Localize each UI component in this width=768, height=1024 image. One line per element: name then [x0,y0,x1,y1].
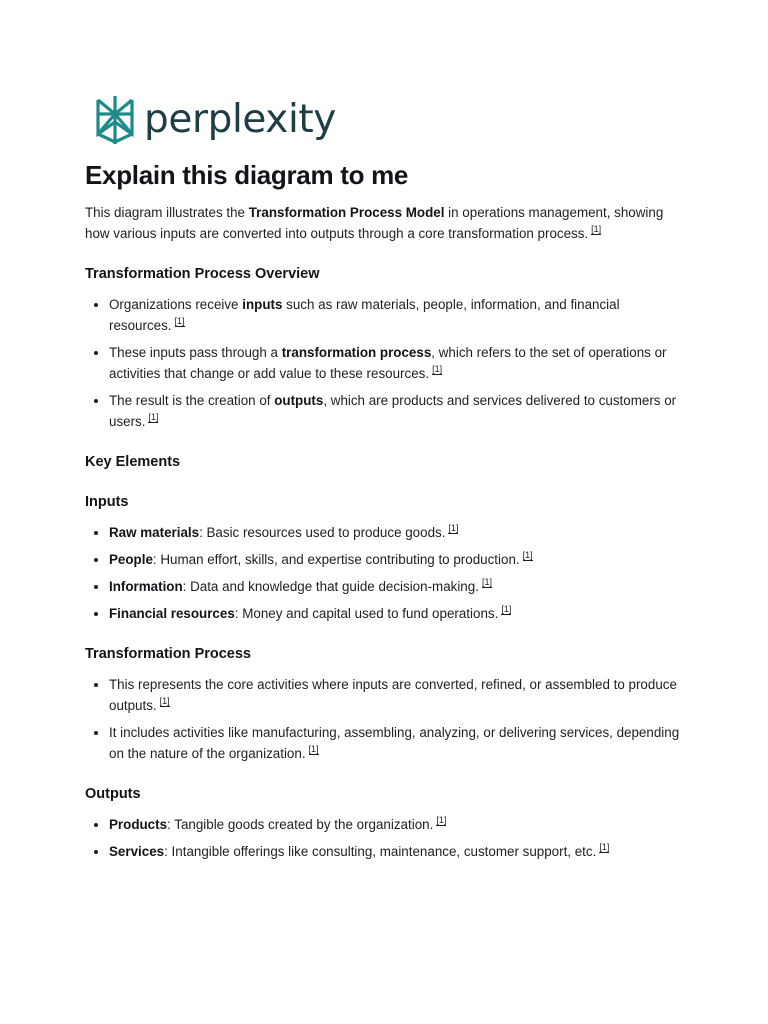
brand-name: perplexity [144,97,336,142]
item-text-post: : Human effort, skills, and expertise contributing to production. [152,552,520,567]
item-text-post: such as raw materials, people, information, and financial resources. [109,297,620,333]
citation-link[interactable]: [1] [148,412,159,422]
perplexity-logo-icon [94,94,136,146]
list-item [85,549,685,570]
list-item [85,814,685,835]
list-item [85,722,685,764]
list-item [85,390,685,432]
item-bold-term: Products [109,817,168,832]
item-text-post: : Basic resources used to produce goods. [199,525,446,540]
intro-text-post: in operations management, showing how various inputs are converted into outputs through a core transformation process. [85,205,664,241]
inputs-list [85,522,685,624]
section-heading-overview: Transformation Process Overview [85,266,320,282]
answer-content [85,202,685,862]
item-text-post: : Intangible offerings like consulting, maintenance, customer support, etc. [164,844,597,859]
list-item [85,603,685,624]
item-text-pre: The result is the creation of [109,393,275,408]
intro-text-pre: This diagram illustrates the [85,205,249,220]
item-text-post: , which refers to the set of operations or activities that change or add value to these resources. [109,345,667,381]
overview-list [85,294,685,432]
citation-link[interactable]: [1] [599,842,610,852]
citation-link[interactable]: [1] [522,550,533,560]
brand-logo [94,94,336,146]
section-heading-outputs: Outputs [85,786,141,802]
item-bold-term: Services [109,844,165,859]
item-text-post: : Data and knowledge that guide decision-making. [182,579,479,594]
item-bold-term: Raw materials [109,525,200,540]
item-text: This represents the core activities where inputs are converted, refined, or assembled to produce outputs. [109,677,677,713]
item-text-post: : Money and capital used to fund operations. [234,606,499,621]
item-bold-term: People [109,552,153,567]
citation-link[interactable]: [1] [174,316,185,326]
item-bold-term: outputs [274,393,324,408]
item-bold-term: transformation process [281,345,432,360]
citation-link[interactable]: [1] [436,815,447,825]
page-title: Explain this diagram to me [85,160,409,190]
section-heading-inputs: Inputs [85,494,129,510]
item-bold-term: inputs [242,297,283,312]
list-item [85,294,685,336]
item-bold-term: Financial resources [109,606,235,621]
item-text-post: : Tangible goods created by the organization. [167,817,434,832]
process-list [85,674,685,764]
item-text: It includes activities like manufacturing, assembling, analyzing, or delivering services, depending on the nature of the organization. [109,725,680,761]
citation-link[interactable]: [1] [432,364,443,374]
citation-link[interactable]: [1] [448,523,459,533]
section-heading-key-elements: Key Elements [85,454,181,470]
citation-link[interactable]: [1] [591,224,602,234]
list-item [85,576,685,597]
citation-link[interactable]: [1] [159,696,170,706]
list-item [85,522,685,543]
intro-bold-term: Transformation Process Model [248,205,445,220]
list-item [85,841,685,862]
citation-link[interactable]: [1] [501,604,512,614]
citation-link[interactable]: [1] [308,744,319,754]
outputs-list [85,814,685,862]
list-item [85,674,685,716]
item-text-pre: Organizations receive [109,297,243,312]
intro-paragraph [85,202,685,244]
list-item [85,342,685,384]
section-heading-process: Transformation Process [85,646,251,662]
item-bold-term: Information [109,579,183,594]
item-text-post: , which are products and services delivered to customers or users. [109,393,677,429]
item-text-pre: These inputs pass through a [109,345,282,360]
citation-link[interactable]: [1] [481,577,492,587]
